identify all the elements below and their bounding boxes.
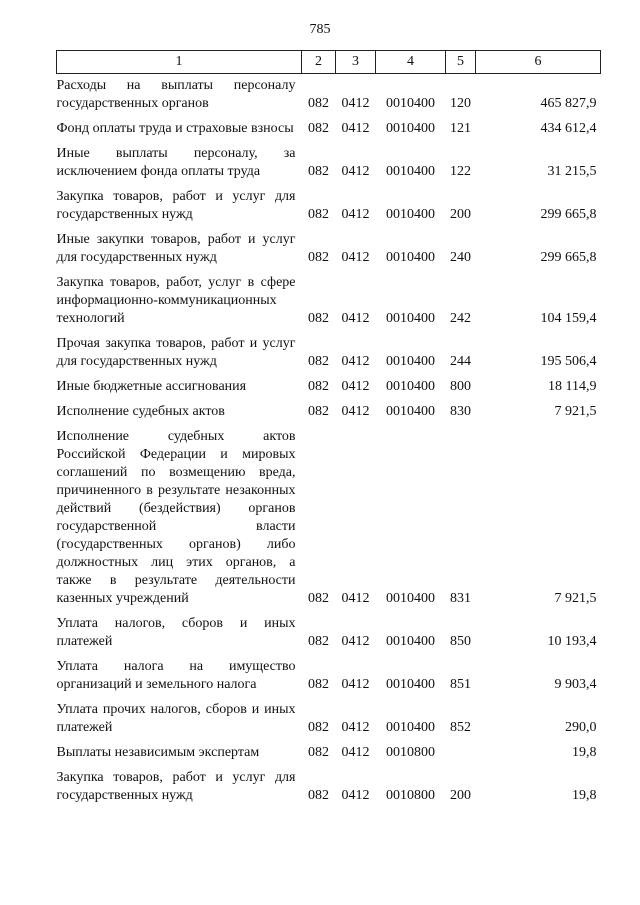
row-amount: 7 921,5 [554, 404, 597, 419]
row-col-4: 0010400 [386, 207, 435, 222]
row-description: Иные выплаты персоналу, за исключением фонда оплаты труда [56, 146, 296, 179]
row-col-4: 0010400 [386, 311, 435, 326]
table-row [57, 428, 601, 615]
row-col-2: 082 [308, 354, 329, 369]
row-col-2: 082 [308, 96, 329, 111]
row-amount: 19,8 [572, 745, 597, 760]
row-col-3: 0412 [341, 677, 370, 692]
row-amount: 434 612,4 [540, 121, 597, 136]
row-col-3: 0412 [341, 634, 370, 649]
row-col-4: 0010400 [386, 720, 435, 735]
row-col-5 [446, 744, 476, 769]
row-amount: 7 921,5 [554, 591, 597, 606]
row-amount: 9 903,4 [554, 677, 597, 692]
row-col-4: 0010400 [386, 354, 435, 369]
row-description: Уплата налогов, сборов и иных платежей [56, 616, 296, 649]
table-row [57, 769, 601, 812]
row-col-4: 0010800 [386, 745, 435, 760]
row-amount: 31 215,5 [547, 164, 597, 179]
row-col-4: 0010400 [386, 634, 435, 649]
table-row [57, 615, 601, 658]
row-amount: 10 193,4 [547, 634, 597, 649]
row-col-2: 082 [308, 121, 329, 136]
row-col-5: 120 [450, 96, 471, 111]
table-row [57, 188, 601, 231]
row-amount: 18 114,9 [548, 379, 597, 394]
row-col-3: 0412 [341, 250, 370, 265]
row-col-3: 0412 [341, 788, 370, 803]
row-amount: 290,0 [565, 720, 597, 735]
row-description: Уплата налога на имущество организаций и земельного налога [56, 659, 296, 692]
row-amount: 299 665,8 [540, 250, 597, 265]
header-col-1: 1 [57, 51, 302, 74]
row-amount: 19,8 [572, 788, 597, 803]
row-description: Закупка товаров, работ и услуг для государственных нужд [56, 189, 296, 222]
row-col-2: 082 [308, 745, 329, 760]
row-col-3: 0412 [341, 745, 370, 760]
row-col-2: 082 [308, 250, 329, 265]
row-col-3: 0412 [341, 96, 370, 111]
row-col-4: 0010400 [386, 591, 435, 606]
row-col-5: 850 [450, 634, 471, 649]
row-col-4: 0010400 [386, 121, 435, 136]
header-col-5: 5 [446, 51, 476, 74]
header-col-2: 2 [302, 51, 336, 74]
table-row [57, 378, 601, 403]
row-description: Исполнение судебных актов Российской Федерации и мировых соглашений по возмещению вреда, причиненного в результате незаконных действий (бездействия) органов государственной власти (государственных органов) либо должностных лиц этих органов, а также в результате деятельности казенных учреждений [56, 429, 296, 606]
row-amount: 465 827,9 [540, 96, 597, 111]
table-row [57, 744, 601, 769]
row-col-4: 0010400 [386, 96, 435, 111]
row-description: Прочая закупка товаров, работ и услуг для государственных нужд [56, 336, 296, 369]
row-description: Иные бюджетные ассигнования [56, 379, 247, 394]
row-col-4: 0010400 [386, 250, 435, 265]
row-col-2: 082 [308, 379, 329, 394]
table-row [57, 77, 601, 120]
table-row [57, 403, 601, 428]
row-col-3: 0412 [341, 591, 370, 606]
row-description: Фонд оплаты труда и страховые взносы [56, 121, 294, 136]
page-number: 785 [309, 22, 331, 37]
table-row [57, 335, 601, 378]
row-col-5: 121 [450, 121, 471, 136]
row-col-2: 082 [308, 404, 329, 419]
row-col-5: 852 [450, 720, 471, 735]
row-col-2: 082 [308, 164, 329, 179]
header-col-3: 3 [336, 51, 376, 74]
row-col-5: 242 [450, 311, 471, 326]
row-col-5: 851 [450, 677, 471, 692]
row-col-5: 830 [450, 404, 471, 419]
row-col-5: 800 [450, 379, 471, 394]
row-col-5: 244 [450, 354, 471, 369]
row-col-3: 0412 [341, 354, 370, 369]
row-col-2: 082 [308, 720, 329, 735]
row-col-5: 200 [450, 207, 471, 222]
row-col-2: 082 [308, 634, 329, 649]
row-col-2: 082 [308, 788, 329, 803]
table-row [57, 145, 601, 188]
table-row [57, 120, 601, 145]
row-col-5: 122 [450, 164, 471, 179]
row-amount: 299 665,8 [540, 207, 597, 222]
row-col-3: 0412 [341, 720, 370, 735]
header-row [57, 51, 601, 74]
row-description: Закупка товаров, работ, услуг в сфере информационно-коммуникационных технологий [56, 275, 296, 326]
header-col-4: 4 [376, 51, 446, 74]
row-col-3: 0412 [341, 207, 370, 222]
row-col-3: 0412 [341, 164, 370, 179]
row-amount: 104 159,4 [540, 311, 597, 326]
row-col-4: 0010400 [386, 404, 435, 419]
row-description: Иные закупки товаров, работ и услуг для государственных нужд [56, 232, 296, 265]
row-col-5: 240 [450, 250, 471, 265]
table-row [57, 231, 601, 274]
row-col-4: 0010400 [386, 164, 435, 179]
row-col-2: 082 [308, 311, 329, 326]
row-col-3: 0412 [341, 379, 370, 394]
row-col-3: 0412 [341, 121, 370, 136]
row-col-5: 200 [450, 788, 471, 803]
row-col-4: 0010400 [386, 677, 435, 692]
table-row [57, 658, 601, 701]
row-description: Исполнение судебных актов [56, 404, 225, 419]
table-row [57, 701, 601, 744]
row-col-4: 0010800 [386, 788, 435, 803]
row-col-5: 831 [450, 591, 471, 606]
budget-table [56, 50, 601, 812]
row-col-2: 082 [308, 677, 329, 692]
row-col-3: 0412 [341, 404, 370, 419]
row-col-3: 0412 [341, 311, 370, 326]
row-col-4: 0010400 [386, 379, 435, 394]
table-row [57, 274, 601, 335]
row-amount: 195 506,4 [540, 354, 597, 369]
row-description: Расходы на выплаты персоналу государственных органов [56, 78, 296, 111]
row-description: Уплата прочих налогов, сборов и иных платежей [56, 702, 296, 735]
row-description: Выплаты независимым экспертам [56, 745, 260, 760]
row-description: Закупка товаров, работ и услуг для государственных нужд [56, 770, 296, 803]
header-col-6: 6 [476, 51, 601, 74]
row-col-2: 082 [308, 207, 329, 222]
row-col-2: 082 [308, 591, 329, 606]
